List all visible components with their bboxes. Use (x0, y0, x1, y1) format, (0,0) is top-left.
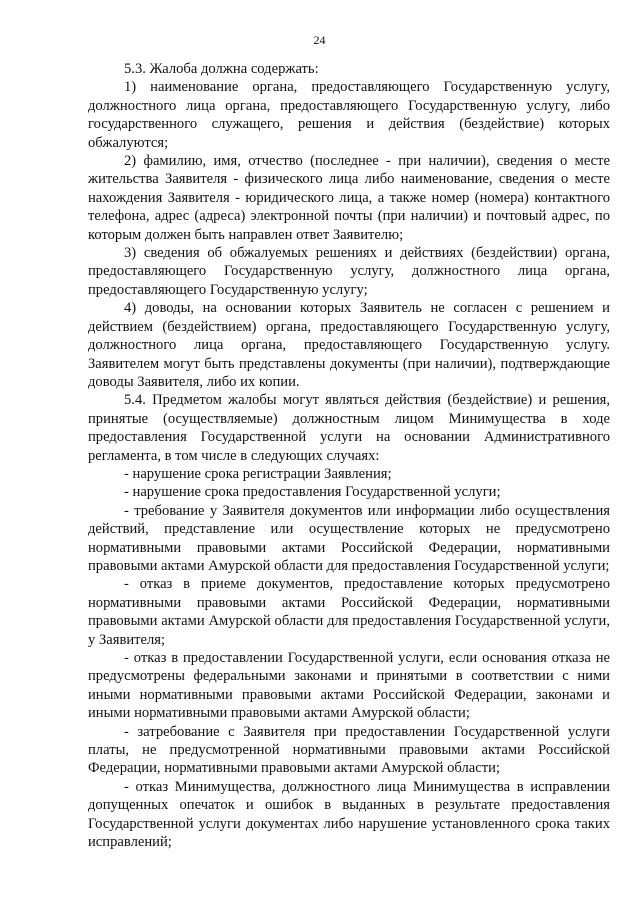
paragraph-5-4: 5.4. Предметом жалобы могут являться действия (бездействие) и решения, принятые (осуществляемые) должностным лицом Минимущества в ходе предоставления Государственной услуги на основании Административного регламента, в том числе в следующих случаях: (88, 392, 610, 464)
paragraph-5-3-heading: 5.3. Жалоба должна содержать: (124, 61, 319, 77)
document-body (88, 60, 610, 851)
paragraph-item-3: 3) сведения об обжалуемых решениях и действиях (бездействии) органа, предоставляющего Государственную услугу, должностного лица органа, предоставляющего Государственную услугу; (88, 245, 610, 298)
case-refusal-of-service: - отказ в предоставлении Государственной услуги, если основания отказа не предусмотрены федеральными законами и принятыми в соответствии с ними иными нормативными правовыми актами Российской Федерации, законами и иными нормативными правовыми актами Амурской области; (88, 650, 610, 722)
paragraph-item-4: 4) доводы, на основании которых Заявитель не согласен с решением и действием (бездействием) органа, предоставляющего Государственную услугу, должностного лица органа, предоставляющего Государственную услугу. Заявителем могут быть представлены документы (при наличии), подтверждающие доводы Заявителя, либо их копии. (88, 300, 610, 390)
page-number: 24 (313, 33, 326, 47)
case-service-deadline: - нарушение срока предоставления Государственной услуги; (124, 484, 501, 501)
case-registration-deadline: - нарушение срока регистрации Заявления; (124, 465, 392, 482)
paragraph-item-1: 1) наименование органа, предоставляющего Государственную услугу, должностного лица органа, предоставляющего Государственную услугу, либо государственного служащего, решения и действия (бездействие) которых обжалуются; (88, 79, 610, 151)
case-refusal-to-accept: - отказ в приеме документов, предоставление которых предусмотрено нормативными правовыми актами Российской Федерации, нормативными правовыми актами Амурской области для предоставления Государственной услуги, у Заявителя; (88, 576, 610, 648)
case-extra-documents: - требование у Заявителя документов или информации либо осуществления действий, представление или осуществление которых не предусмотрено нормативными правовыми актами Российской Федерации, нормативными правовыми актами Амурской области для предоставления Государственной услуги; (88, 502, 610, 574)
case-unlawful-fee: - затребование с Заявителя при предоставлении Государственной услуги платы, не предусмотренной нормативными правовыми актами Российской Федерации, нормативными правовыми актами Амурской области; (88, 723, 610, 777)
paragraph-item-2: 2) фамилию, имя, отчество (последнее - при наличии), сведения о месте жительства Заявителя - физического лица либо наименование, сведения о месте нахождения Заявителя - юридического лица, а также номер (номера) контактного телефона, адрес (адреса) электронной почты (при наличии) и почтовый адрес, по которым должен быть направлен ответ Заявителю; (88, 153, 610, 243)
case-correction-refusal: - отказ Минимущества, должностного лица Минимущества в исправлении допущенных опечаток и ошибок в выданных в результате предоставления Государственной услуги документах либо нарушение установленного срока таких исправлений; (88, 778, 610, 851)
